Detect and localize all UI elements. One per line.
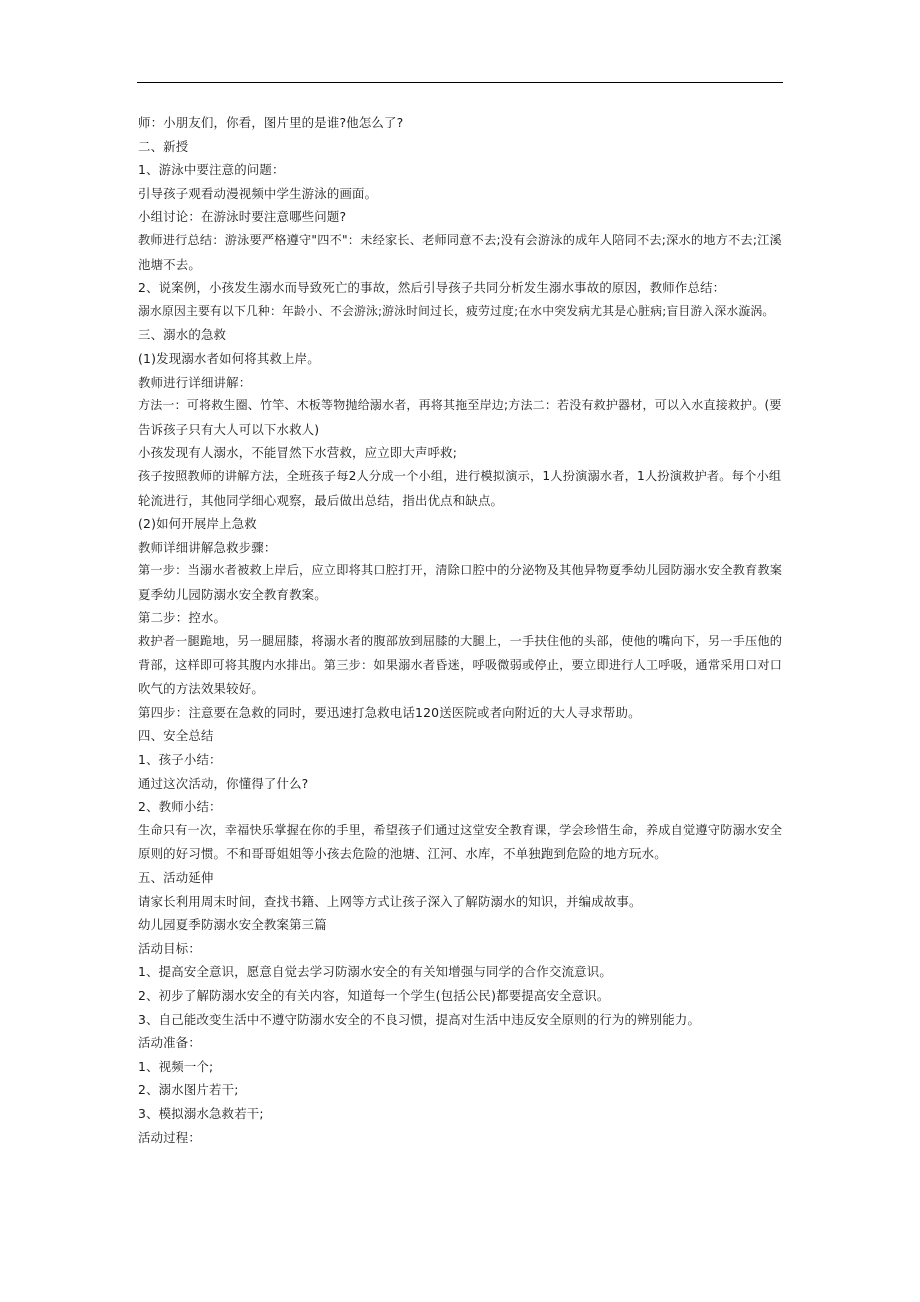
text-line: 小组讨论：在游泳时要注意哪些问题? [138,209,347,225]
text-line: 2、初步了解防溺水安全的有关内容，知道每一个学生(包括公民)都要提高安全意识。 [138,987,610,1003]
text-line: 1、提高安全意识，愿意自觉去学习防溺水安全的有关知增强与同学的合作交流意识。 [138,964,612,980]
text-line: (2)如何开展岸上急救 [138,516,257,532]
text-line: 四、安全总结 [138,728,214,744]
text-line: 生命只有一次，幸福快乐掌握在你的手里，希望孩子们通过这堂安全教育课，学会珍惜生命，养成自觉遵守防溺水安全 [138,822,783,837]
text-line: 2、溺水图片若干; [138,1082,239,1098]
text-line: 1、视频一个; [138,1058,214,1074]
text-line: 第一步：当溺水者被救上岸后，应立即将其口腔打开，清除口腔中的分泌物及其他异物夏季幼儿园防溺水安全教育教案 [138,563,783,578]
text-line: 告诉孩子只有大人可以下水救人) [138,421,320,437]
text-line: 池塘不去。 [138,256,201,272]
text-line: 1、孩子小结： [138,752,222,768]
text-line: 夏季幼儿园防溺水安全教育教案。 [138,586,327,602]
text-line: 轮流进行，其他同学细心观察，最后做出总结，指出优点和缺点。 [138,492,504,508]
header-rule [137,82,783,83]
text-line: 活动目标： [138,940,201,956]
text-line: 3、模拟溺水急救若干; [138,1105,264,1121]
text-line: 教师详细讲解急救步骤： [138,539,277,555]
text-line: 幼儿园夏季防溺水安全教案第三篇 [138,917,327,933]
text-line: 第四步：注意要在急救的同时，要迅速打急救电话120送医院或者向附近的大人寻求帮助。 [138,704,641,720]
text-line: 三、溺水的急救 [138,327,227,343]
text-line: 1、游泳中要注意的问题： [138,162,285,178]
text-line: 方法一：可将救生圈、竹竿、木板等物抛给溺水者，再将其拖至岸边;方法二：若没有救护器材，可以入水直接救护。(要 [138,398,782,413]
text-line: 第二步：控水。 [138,610,227,626]
text-line: 3、自己能改变生活中不遵守防溺水安全的不良习惯，提高对生活中违反安全原则的行为的辨别能力。 [138,1011,701,1027]
text-line: 师：小朋友们，你看，图片里的是谁?他怎么了? [138,115,404,130]
text-line: 通过这次活动，你懂得了什么? [138,775,309,791]
text-line: 吹气的方法效果较好。 [138,681,264,697]
text-line: 孩子按照教师的讲解方法，全班孩子每2人分成一个小组，进行模拟演示，1人扮演溺水者，1人扮演救护者。每个小组 [138,468,782,483]
text-line: 2、说案例，小孩发生溺水而导致死亡的事故，然后引导孩子共同分析发生溺水事故的原因，教师作总结： [138,280,726,296]
text-line: 二、新授 [138,138,189,154]
text-line: 救护者一腿跪地，另一腿屈膝，将溺水者的腹部放到屈膝的大腿上，一手扶住他的头部，使他的嘴向下，另一手压他的 [138,634,783,649]
text-line: 小孩发现有人溺水，不能冒然下水营救，应立即大声呼救; [138,445,458,461]
text-line: 原则的好习惯。不和哥哥姐姐等小孩去危险的池塘、江河、水库，不单独跑到危险的地方玩水。 [138,846,667,862]
text-line: 活动准备： [138,1035,201,1051]
text-line: 活动过程： [138,1129,201,1145]
text-line: 溺水原因主要有以下几种：年龄小、不会游泳;游泳时间过长，疲劳过度;在水中突发病尤其是心脏病;盲目游入深水漩涡。 [138,303,775,318]
document-body [138,111,784,1149]
text-line: 引导孩子观看动漫视频中学生游泳的画面。 [138,185,378,201]
text-line: (1)发现溺水者如何将其救上岸。 [138,350,320,366]
text-line: 五、活动延伸 [138,870,214,885]
text-line: 2、教师小结： [138,799,222,815]
text-line: 教师进行总结：游泳要严格遵守"四不"：未经家长、老师同意不去;没有会游泳的成年人陪同不去;深水的地方不去;江溪 [138,232,782,247]
text-line: 背部，这样即可将其腹内水排出。第三步：如果溺水者昏迷，呼吸微弱或停止，要立即进行人工呼吸，通常采用口对口 [138,657,783,672]
text-line: 请家长利用周末时间，查找书籍、上网等方式让孩子深入了解防溺水的知识，并编成故事。 [138,893,642,909]
text-line: 教师进行详细讲解： [138,374,252,390]
